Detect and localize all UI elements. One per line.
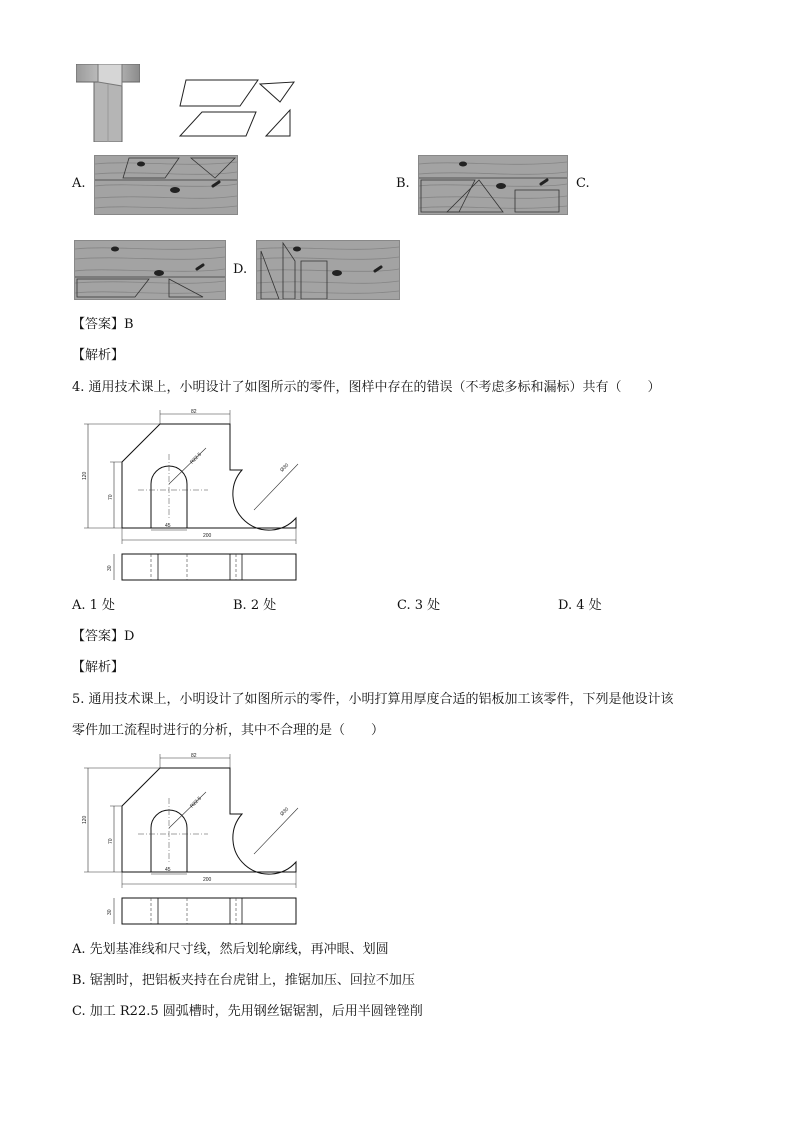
- q5-option-c[interactable]: C. 加工 R22.5 圆弧槽时，先用钢丝锯锯割，后用半圆锉锉削: [72, 1004, 423, 1019]
- dim-70: 70: [108, 838, 114, 844]
- q4-stem: 4. 通用技术课上，小明设计了如图所示的零件，图样中存在的错误（不考虑多标和漏标）共有（ ）: [72, 380, 661, 395]
- option-c-board[interactable]: [74, 240, 226, 300]
- option-d-board[interactable]: [256, 240, 400, 300]
- option-a-board[interactable]: [94, 155, 238, 215]
- dim-120: 120: [82, 471, 88, 480]
- dim-45: 45: [165, 867, 171, 873]
- q4-technical-drawing: [76, 406, 302, 582]
- q5-stem-line2: 零件加工流程时进行的分析，其中不合理的是（ ）: [72, 723, 385, 738]
- q5-option-b[interactable]: B. 锯割时，把铝板夹持在台虎钳上，推锯加压、回拉不加压: [72, 973, 415, 988]
- q3-analysis: 【解析】: [72, 348, 125, 363]
- dim-200: 200: [203, 533, 212, 539]
- dim-d30: Ø30: [279, 806, 291, 818]
- q4-option-a[interactable]: A. 1 处: [72, 598, 116, 613]
- q4-option-b[interactable]: B. 2 处: [233, 598, 277, 613]
- q4-option-c[interactable]: C. 3 处: [397, 598, 441, 613]
- option-c-label[interactable]: C.: [576, 176, 590, 191]
- q4-option-d[interactable]: D. 4 处: [558, 598, 602, 613]
- dim-120: 120: [82, 815, 88, 824]
- dim-82: 82: [191, 753, 197, 759]
- option-d-label[interactable]: D.: [233, 262, 248, 277]
- t-joint-photo: [76, 64, 140, 142]
- dim-r225: R22.5: [189, 451, 203, 466]
- dim-30: 30: [107, 565, 113, 571]
- dim-d30: Ø30: [279, 462, 291, 474]
- dim-70: 70: [108, 494, 114, 500]
- option-b-label[interactable]: B.: [396, 176, 410, 191]
- q4-answer: 【答案】D: [72, 629, 135, 644]
- dim-200: 200: [203, 877, 212, 883]
- dim-82: 82: [191, 409, 197, 415]
- option-a-label[interactable]: A.: [72, 176, 86, 191]
- cut-pieces-sketch: [176, 78, 302, 140]
- q3-answer: 【答案】B: [72, 317, 134, 332]
- dim-r225: R22.5: [189, 795, 203, 810]
- q5-stem-line1: 5. 通用技术课上，小明设计了如图所示的零件，小明打算用厚度合适的铝板加工该零件，下列是他设计该: [72, 692, 674, 707]
- option-b-board[interactable]: [418, 155, 568, 215]
- q4-analysis: 【解析】: [72, 660, 125, 675]
- dim-45: 45: [165, 523, 171, 529]
- dim-30: 30: [107, 909, 113, 915]
- q5-technical-drawing: [76, 750, 302, 926]
- q5-option-a[interactable]: A. 先划基准线和尺寸线，然后划轮廓线，再冲眼、划圆: [72, 942, 389, 957]
